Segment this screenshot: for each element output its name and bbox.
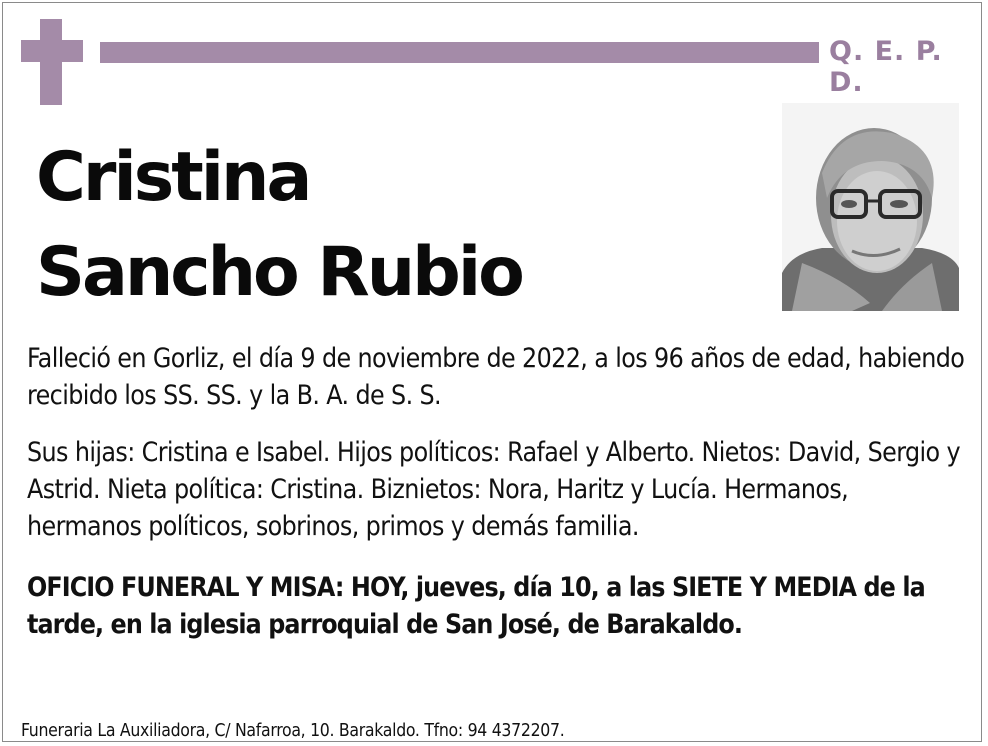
deceased-first-name: Cristina <box>36 138 310 217</box>
obituary-card <box>2 2 982 742</box>
funeral-home-footer: Funeraria La Auxiliadora, C/ Nafarroa, 10. Barakaldo. Tfno: 94 4372207. <box>21 721 565 741</box>
portrait-photo <box>782 103 959 311</box>
header-bar <box>100 42 819 63</box>
deceased-surnames: Sancho Rubio <box>36 233 522 312</box>
death-notice-paragraph: Falleció en Gorliz, el día 9 de noviembre de 2022, a los 96 años de edad, habiendo recibido los SS. SS. y la B. A. de S. S. <box>27 343 965 411</box>
qepd-label: Q. E. P. D. <box>829 36 943 98</box>
family-paragraph: Sus hijas: Cristina e Isabel. Hijos políticos: Rafael y Alberto. Nietos: David, Sergio y Astrid. Nieta política: Cristina. Biznietos: Nora, Haritz y Lucía. Hermanos, hermanos políticos, sobrinos, primos y demás familia. <box>27 437 960 542</box>
funeral-service-paragraph: OFICIO FUNERAL Y MISA: HOY, jueves, día 10, a las SIETE Y MEDIA de la tarde, en la iglesia parroquial de San José, de Barakaldo. <box>27 572 925 640</box>
